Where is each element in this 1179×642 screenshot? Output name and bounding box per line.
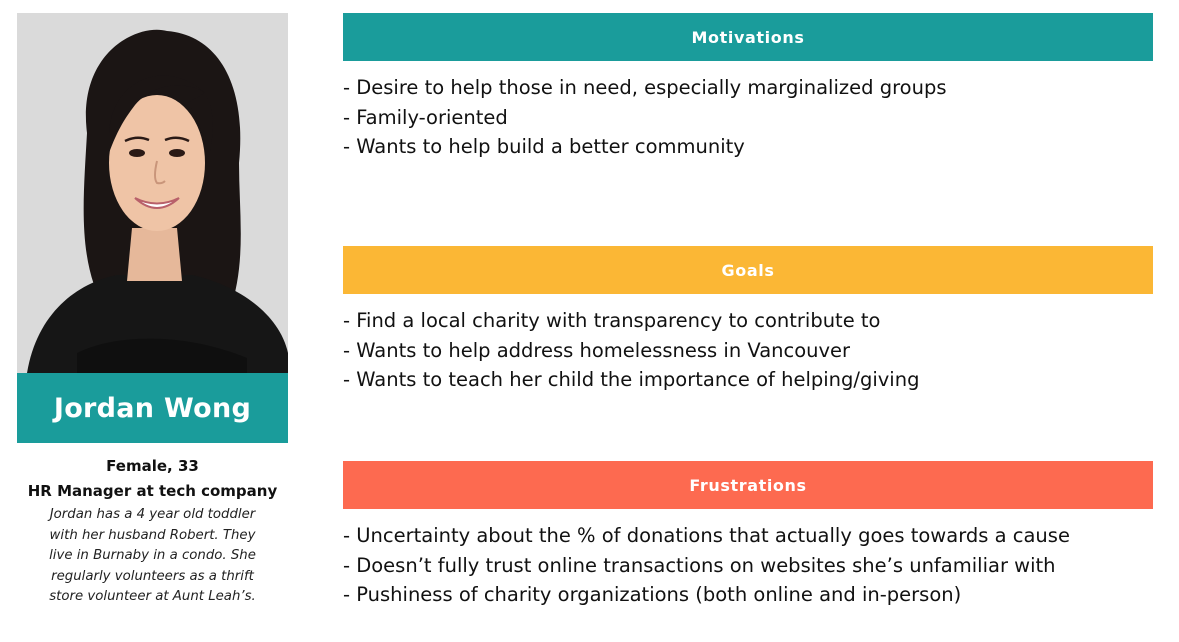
name-banner [17,373,288,443]
frustrations-section [343,461,1153,610]
list-item: - Family-oriented [343,105,508,129]
list-item: - Wants to help build a better community [343,135,745,158]
persona-card [17,13,288,608]
goals-list [343,306,1153,395]
list-item: - Uncertainty about the % of donations that actually goes towards a cause [343,524,1070,547]
persona-occupation: HR Manager at tech company [27,482,278,500]
list-item: - Desire to help those in need, especially marginalized groups [343,76,947,99]
persona-demographics [17,454,288,504]
list-item: - Wants to teach her child the importance of helping/giving [343,368,920,391]
goals-header: Goals [343,246,1153,294]
goals-section [343,246,1153,395]
persona-gender-age: Female, 33 [106,457,199,475]
motivations-section [343,13,1153,162]
list-item: - Pushiness of charity organizations (both online and in-person) [343,583,962,606]
bio-line: with her husband Robert. They [49,527,256,543]
bio-line: regularly volunteers as a thrift [51,568,254,584]
frustrations-list [343,521,1153,610]
motivations-header: Motivations [343,13,1153,61]
motivations-list [343,73,1153,162]
persona-bio [17,505,288,608]
list-item: - Doesn’t fully trust online transactions on websites she’s unfamiliar with [343,553,1056,577]
list-item: - Find a local charity with transparency to contribute to [343,309,881,332]
portrait-photo [17,13,288,373]
list-item: - Wants to help address homelessness in Vancouver [343,338,851,362]
bio-line: live in Burnaby in a condo. She [49,548,256,563]
frustrations-header: Frustrations [343,461,1153,509]
portrait-illustration [17,13,288,373]
persona-name: Jordan Wong [53,392,252,424]
bio-line: Jordan has a 4 year old toddler [49,507,256,522]
bio-line: store volunteer at Aunt Leah’s. [49,589,256,604]
